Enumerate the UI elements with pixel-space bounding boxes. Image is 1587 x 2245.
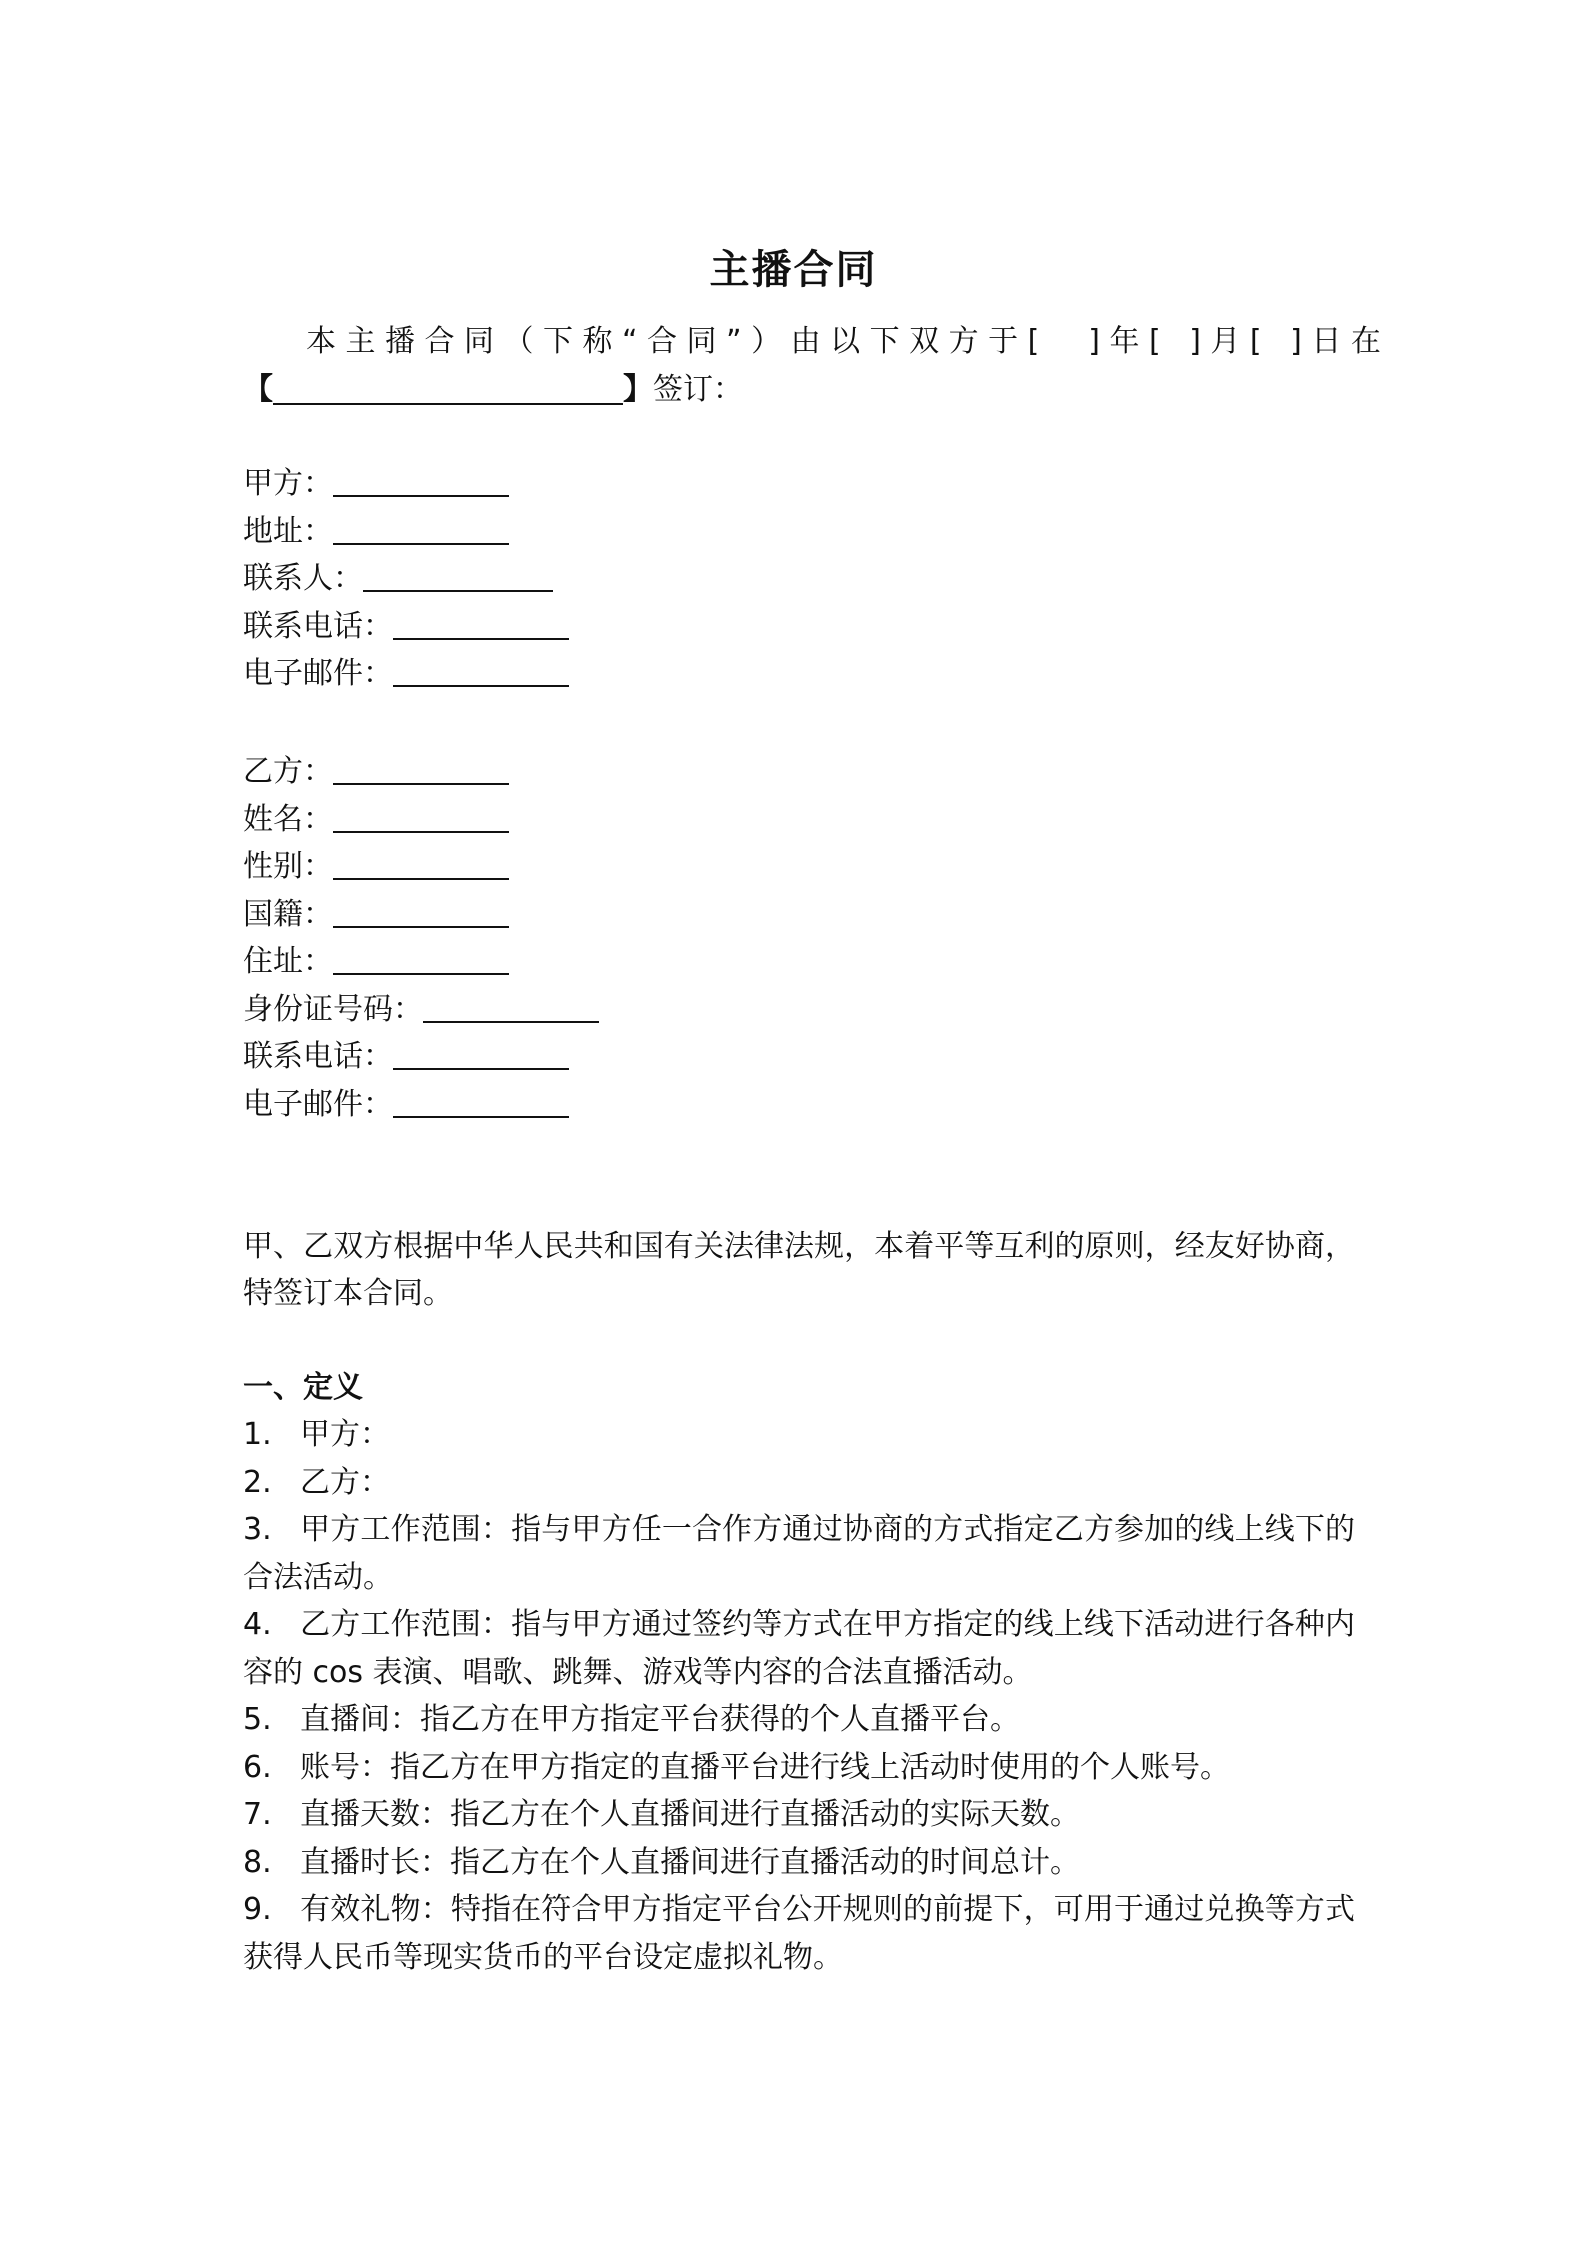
fill-blank (363, 560, 553, 592)
list-item (243, 1459, 1355, 1507)
party-b-fields (243, 748, 1243, 1128)
intro-line-2 (243, 366, 743, 413)
definitions-list (243, 1411, 1355, 1981)
item-number: 7. (243, 1797, 272, 1832)
fill-blank (423, 991, 599, 1023)
item-number: 8. (243, 1844, 272, 1880)
item-number: 9. (243, 1892, 272, 1927)
close-bracket: 】 (623, 372, 653, 407)
field-label: 乙方： (243, 754, 333, 789)
item-text: 直播天数：指乙方在个人直播间进行直播活动的实际天数。 (300, 1797, 1080, 1832)
list-item (243, 1744, 1355, 1792)
field-label: 联系电话： (243, 1039, 393, 1074)
field-label: 联系人： (243, 561, 363, 596)
item-text: 直播时长：指乙方在个人直播间进行直播活动的时间总计。 (300, 1844, 1080, 1880)
item-number: 2. (243, 1464, 272, 1500)
intro-line-1: 本主播合同（下称“合同”）由以下双方于[ ]年[ ]月[ ]日在 (306, 324, 1391, 359)
item-text: 乙方工作范围：指与甲方通过签约等方式在甲方指定的线上线下活动进行各种内容的 cos 表演、唱歌、跳舞、游戏等内容的合法直播活动。 (243, 1607, 1355, 1690)
section-heading: 一、定义 (243, 1370, 363, 1405)
item-number: 1. (243, 1417, 272, 1452)
item-text: 有效礼物：特指在符合甲方指定平台公开规则的前提下，可用于通过兑换等方式获得人民币等现实货币的平台设定虚拟礼物。 (243, 1892, 1355, 1975)
item-number: 3. (243, 1512, 272, 1547)
item-number: 5. (243, 1702, 272, 1737)
list-item (243, 1696, 1355, 1744)
list-item (243, 1791, 1355, 1839)
field-label: 电子邮件： (243, 1086, 393, 1122)
party-a-address-field (243, 508, 1243, 556)
party-b-id-field (243, 986, 1243, 1034)
field-label: 姓名： (243, 801, 333, 837)
party-b-phone-field (243, 1033, 1243, 1081)
field-label: 地址： (243, 513, 333, 549)
fill-blank (333, 801, 509, 833)
party-b-nationality-field (243, 891, 1243, 939)
fill-blank (393, 655, 569, 687)
item-text: 乙方： (300, 1464, 390, 1500)
party-a-contact-field (243, 555, 1243, 603)
item-number: 4. (243, 1607, 272, 1642)
party-a-fields (243, 460, 1243, 698)
fill-blank (333, 848, 509, 880)
field-label: 联系电话： (243, 608, 393, 644)
party-a-email-field (243, 650, 1243, 698)
field-label: 甲方： (243, 466, 333, 501)
field-label: 身份证号码： (243, 991, 423, 1027)
fill-blank (333, 753, 509, 785)
fill-blank (333, 896, 509, 928)
party-b-name-field (243, 748, 1243, 796)
document-title: 主播合同 (709, 246, 878, 293)
list-item (243, 1886, 1355, 1981)
list-item (243, 1411, 1355, 1459)
field-label: 住址： (243, 944, 333, 979)
party-b-gender-field (243, 843, 1243, 891)
fill-blank (333, 513, 509, 545)
list-item (243, 1601, 1355, 1696)
fill-blank (393, 1038, 569, 1070)
field-label: 国籍： (243, 896, 333, 932)
fill-blank (333, 465, 509, 497)
list-item (243, 1839, 1355, 1887)
party-b-address-field (243, 938, 1243, 986)
item-text: 甲方： (300, 1417, 390, 1452)
list-item (243, 1506, 1355, 1601)
party-a-name-field (243, 460, 1243, 508)
item-text: 账号：指乙方在甲方指定的直播平台进行线上活动时使用的个人账号。 (300, 1749, 1230, 1785)
signing-place-blank (273, 371, 623, 405)
field-label: 电子邮件： (243, 656, 393, 691)
item-text: 直播间：指乙方在甲方指定平台获得的个人直播平台。 (300, 1702, 1020, 1737)
party-b-email-field (243, 1081, 1243, 1129)
party-b-fullname-field (243, 796, 1243, 844)
intro-suffix: 签订： (653, 372, 743, 407)
fill-blank (393, 1086, 569, 1118)
item-text: 甲方工作范围：指与甲方任一合作方通过协商的方式指定乙方参加的线上线下的合法活动。 (243, 1512, 1355, 1595)
preamble-paragraph: 甲、乙双方根据中华人民共和国有关法律法规，本着平等互利的原则，经友好协商，特签订本合同。 (243, 1229, 1355, 1311)
fill-blank (333, 943, 509, 975)
field-label: 性别： (243, 849, 333, 884)
item-number: 6. (243, 1749, 272, 1785)
party-a-phone-field (243, 603, 1243, 651)
open-bracket: 【 (243, 372, 273, 407)
fill-blank (393, 608, 569, 640)
